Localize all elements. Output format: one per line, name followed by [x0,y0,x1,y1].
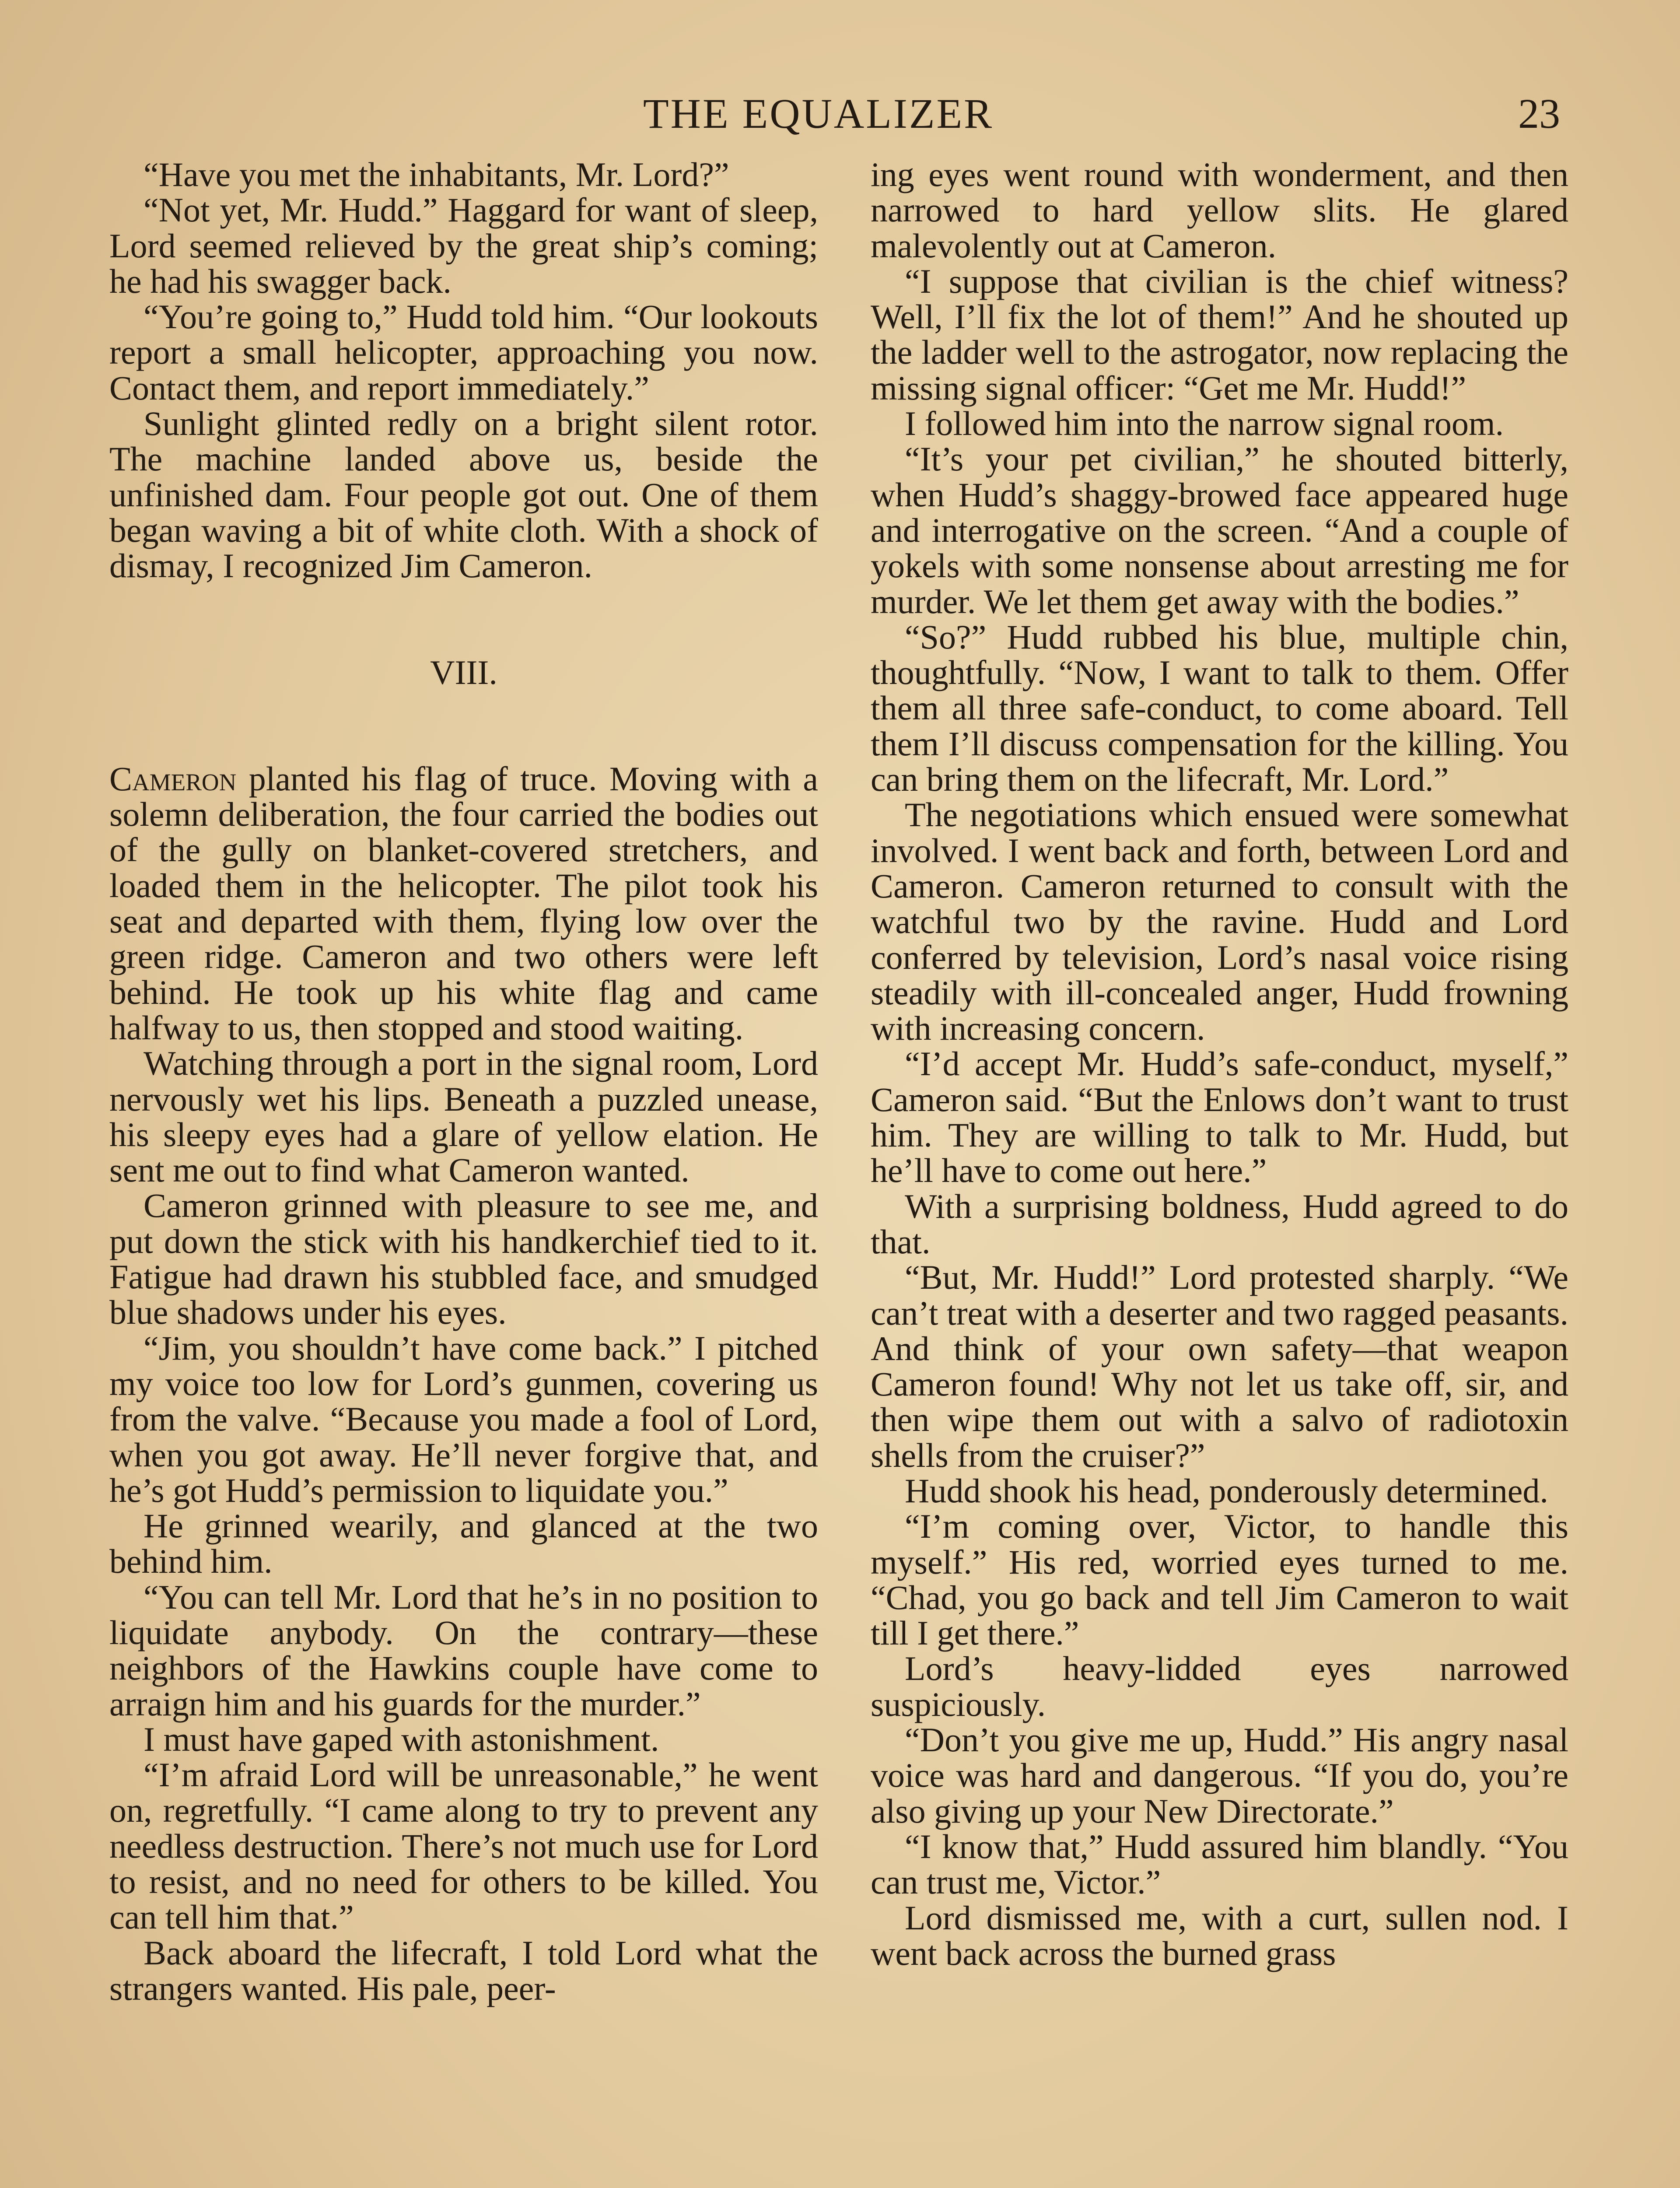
paragraph: “I’m coming over, Victor, to handle this myself.” His red, worried eyes turned to me. “Chad, you go back and tell Jim Cameron to wait till I get there.” [871,1507,1568,1652]
paragraph: “Jim, you shouldn’t have come back.” I pitched my voice too low for Lord’s gunmen, covering us from the valve. “Because you made a fool of Lord, when you got away. He’ll never forgive that, and he’s got Hudd’s permission to liquidate you.” [109,1329,818,1509]
left-column [109,157,818,2006]
paragraph: Lord dismissed me, with a curt, sullen nod. I went back across the burned grass [871,1898,1568,1972]
paragraph: “Have you met the inhabitants, Mr. Lord?” [144,155,729,193]
opening-word: Cameron [109,759,237,798]
paragraph: Hudd shook his head, ponderously determined. [905,1471,1548,1510]
paragraph: Back aboard the lifecraft, I told Lord what the strangers wanted. His pale, peer- [109,1933,818,2007]
running-head [0,81,1680,147]
paragraph: I must have gaped with astonishment. [144,1720,659,1758]
paragraph: “I’m afraid Lord will be unreasonable,” he went on, regretfully. “I came along to try to prevent any needless destruction. There’s not much use for Lord to resist, and no need for others to be killed. You can tell him that.” [109,1756,818,1936]
opening-paragraph [109,761,818,1045]
paragraph: “Not yet, Mr. Hudd.” Haggard for want of sleep, Lord seemed relieved by the great ship’s coming; he had his swagger back. [109,191,818,300]
paragraph: “It’s your pet civilian,” he shouted bitterly, when Hudd’s shaggy-browed face appeared huge and interrogative on the screen. “And a couple of yokels with some nonsense about arresting me for murder. We let them get away with the bodies.” [871,440,1568,621]
paragraph: Cameron grinned with pleasure to see me, and put down the stick with his handkerchief tied to it. Fatigue had drawn his stubbled face, and smudged blue shadows under his eyes. [109,1186,818,1332]
paragraph: Lord’s heavy-lidded eyes narrowed suspiciously. [871,1649,1568,1723]
opening-text: planted his flag of truce. Moving with a solemn deliberation, the four carried the bodies out of the gully on blanket-covered stretchers, and loaded them in the helicopter. The pilot took his seat and departed with them, flying low over the green ridge. Cameron and two others were left behind. He took up his white flag and came halfway to us, then stopped and stood waiting. [109,759,818,1047]
page-number: 23 [1518,90,1560,137]
paragraph: I followed him into the narrow signal room. [905,404,1504,443]
paragraph: “I know that,” Hudd assured him blandly. “You can trust me, Victor.” [871,1827,1568,1901]
paragraph: “I’d accept Mr. Hudd’s safe-conduct, myself,” Cameron said. “But the Enlows don’t want to trust him. They are willing to talk to Mr. Hudd, but he’ll have to come out here.” [871,1045,1568,1190]
paragraph: He grinned wearily, and glanced at the two behind him. [109,1507,818,1581]
paragraph: The negotiations which ensued were somewhat involved. I went back and forth, between Lord and Cameron. Cameron returned to consult with the watchful two by the ravine. Hudd and Lord conferred by television, Lord’s nasal voice rising steadily with ill-concealed anger, Hudd frowning with increasing concern. [871,796,1568,1048]
continued-paragraph: ing eyes went round with wonderment, and then narrowed to hard yellow slits. He glared malevolently out at Cameron. [871,155,1568,265]
paragraph: “So?” Hudd rubbed his blue, multiple chin, thoughtfully. “Now, I want to talk to them. Offer them all three safe-conduct, to come aboard. Tell them I’ll discuss compensation for the killing. You can bring them on the lifecraft, Mr. Lord.” [871,617,1568,799]
paragraph: “But, Mr. Hudd!” Lord protested sharply. “We can’t treat with a deserter and two ragged peasants. And think of your own safety—that weapon Cameron found! Why not let us take off, sir, and then wipe them out with a salvo of radiotoxin shells from the cruiser?” [871,1258,1568,1474]
paragraph: Watching through a port in the signal room, Lord nervously wet his lips. Beneath a puzzled unease, his sleepy eyes had a glare of yellow elation. He sent me out to find what Cameron wanted. [109,1044,818,1189]
chapter-number: VIII. [430,653,497,691]
running-title: THE EQUALIZER [643,90,994,137]
paragraph: Sunlight glinted redly on a bright silent rotor. The machine landed above us, beside the unfinished dam. Four people got out. One of them began waving a bit of white cloth. With a shock of dismay, I recognized Jim Cameron. [109,404,818,585]
paragraph: With a surprising boldness, Hudd agreed to do that. [871,1187,1568,1261]
right-column [871,157,1568,1971]
paragraph: “You’re going to,” Hudd told him. “Our lookouts report a small helicopter, approaching you now. Contact them, and report immediately.” [109,298,818,407]
paragraph: “Don’t you give me up, Hudd.” His angry nasal voice was hard and dangerous. “If you do, you’re also giving up your New Directorate.” [871,1721,1568,1830]
paragraph: “I suppose that civilian is the chief witness? Well, I’ll fix the lot of them!” And he shouted up the ladder well to the astrogator, now replacing the missing signal officer: “Get me Mr. Hudd!” [871,262,1568,407]
paragraph: “You can tell Mr. Lord that he’s in no position to liquidate anybody. On the contrary—these neighbors of the Hawkins couple have come to arraign him and his guards for the murder.” [109,1578,818,1723]
